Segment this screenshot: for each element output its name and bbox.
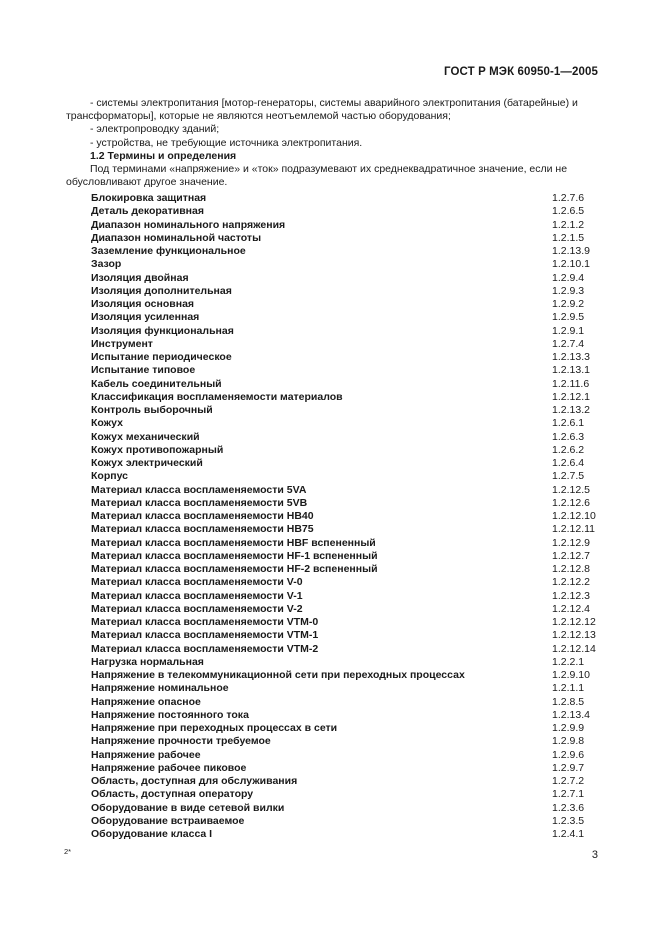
- section-heading: 1.2 Термины и определения: [90, 149, 237, 162]
- term-reference: 1.2.4.1: [552, 828, 585, 840]
- term-name: Материал класса воспламеняемости 5VA: [91, 483, 307, 496]
- term-row: [91, 802, 600, 815]
- term-row: [91, 298, 600, 311]
- term-reference: 1.2.13.4: [552, 708, 590, 721]
- term-reference: 1.2.9.8: [552, 735, 585, 748]
- term-name: Материал класса воспламеняемости HF-2 вспененный: [91, 563, 378, 575]
- term-row: [91, 497, 600, 510]
- term-name: Диапазон номинальной частоты: [91, 231, 262, 244]
- term-row: [91, 192, 600, 205]
- term-row: [91, 378, 600, 391]
- page-number: 3: [591, 849, 598, 861]
- term-row: [91, 709, 600, 722]
- term-reference: 1.2.9.5: [552, 311, 585, 324]
- term-name: Материал класса воспламеняемости VTM-2: [91, 642, 319, 655]
- term-name: Кожух механический: [91, 430, 200, 443]
- term-row: [91, 205, 600, 218]
- intro-line-3: - электропроводку зданий;: [90, 123, 220, 136]
- term-reference: 1.2.6.3: [552, 430, 585, 443]
- term-name: Материал класса воспламеняемости V-1: [91, 589, 303, 602]
- term-row: [91, 219, 600, 232]
- term-name: Напряжение номинальное: [91, 682, 229, 695]
- term-row: [91, 696, 600, 709]
- term-reference: 1.2.7.5: [552, 470, 585, 483]
- intro-text: [66, 97, 600, 189]
- intro-line-7: обусловливают другое значение.: [66, 176, 228, 189]
- sheet-mark: 2*: [64, 847, 72, 856]
- term-reference: 1.2.9.3: [552, 284, 585, 297]
- term-row: [91, 616, 600, 629]
- term-reference: 1.2.12.5: [552, 483, 590, 496]
- term-name: Блокировка защитная: [91, 192, 207, 204]
- term-row: [91, 563, 600, 576]
- term-reference: 1.2.7.1: [552, 788, 585, 801]
- term-reference: 1.2.11.6: [552, 377, 590, 390]
- term-name: Заземление функциональное: [91, 245, 246, 257]
- term-reference: 1.2.12.3: [552, 589, 590, 602]
- term-name: Напряжение при переходных процессах в сети: [91, 722, 338, 734]
- term-reference: 1.2.12.7: [552, 549, 590, 562]
- term-row: [91, 643, 600, 656]
- term-name: Напряжение в телекоммуникационной сети при переходных процессах: [91, 669, 465, 681]
- term-reference: 1.2.9.4: [552, 271, 585, 284]
- term-reference: 1.2.9.6: [552, 748, 585, 761]
- term-name: Контроль выборочный: [91, 404, 213, 416]
- term-name: Оборудование в виде сетевой вилки: [91, 801, 285, 814]
- term-row: [91, 722, 600, 735]
- term-name: Зазор: [91, 258, 122, 271]
- term-reference: 1.2.9.1: [552, 324, 585, 337]
- term-name: Материал класса воспламеняемости HB40: [91, 510, 314, 522]
- term-row: [91, 232, 600, 245]
- term-row: [91, 510, 600, 523]
- term-row: [91, 656, 600, 669]
- term-name: Диапазон номинального напряжения: [91, 218, 286, 231]
- term-reference: 1.2.12.14: [552, 642, 596, 655]
- term-name: Кабель соединительный: [91, 377, 222, 390]
- term-reference: 1.2.6.1: [552, 417, 585, 430]
- term-reference: 1.2.13.3: [552, 351, 590, 363]
- term-name: Оборудование встраиваемое: [91, 814, 245, 827]
- term-row: [91, 815, 600, 828]
- term-reference: 1.2.10.1: [552, 258, 590, 271]
- term-name: Испытание периодическое: [91, 351, 232, 363]
- term-row: [91, 417, 600, 430]
- term-row: [91, 762, 600, 775]
- term-row: [91, 444, 600, 457]
- term-reference: 1.2.1.5: [552, 231, 585, 244]
- term-name: Материал класса воспламеняемости 5VB: [91, 496, 308, 509]
- term-reference: 1.2.6.5: [552, 205, 585, 218]
- term-name: Изоляция двойная: [91, 271, 189, 284]
- term-row: [91, 735, 600, 748]
- term-row: [91, 788, 600, 801]
- term-name: Напряжение рабочее: [91, 748, 201, 761]
- intro-line-2: трансформаторы], которые не являются неотъемлемой частью оборудования;: [66, 110, 451, 123]
- term-name: Напряжение постоянного тока: [91, 708, 249, 721]
- term-reference: 1.2.6.4: [552, 457, 585, 469]
- term-row: [91, 245, 600, 258]
- term-reference: 1.2.12.10: [552, 510, 596, 522]
- term-name: Корпус: [91, 470, 128, 483]
- term-name: Материал класса воспламеняемости HB75: [91, 523, 314, 536]
- term-name: Классификация воспламеняемости материалов: [91, 390, 343, 403]
- term-row: [91, 603, 600, 616]
- term-reference: 1.2.9.9: [552, 722, 585, 734]
- term-name: Кожух электрический: [91, 457, 203, 469]
- term-name: Кожух противопожарный: [91, 443, 224, 456]
- term-reference: 1.2.7.4: [552, 337, 585, 350]
- term-name: Изоляция дополнительная: [91, 284, 232, 297]
- term-reference: 1.2.1.1: [552, 682, 585, 695]
- term-row: [91, 523, 600, 536]
- term-row: [91, 338, 600, 351]
- term-reference: 1.2.12.9: [552, 536, 590, 549]
- term-row: [91, 550, 600, 563]
- term-name: Оборудование класса I: [91, 828, 213, 840]
- term-reference: 1.2.13.9: [552, 245, 590, 257]
- term-name: Испытание типовое: [91, 364, 196, 377]
- intro-line-4: - устройства, не требующие источника электропитания.: [90, 136, 363, 149]
- term-name: Деталь декоративная: [91, 205, 204, 218]
- term-reference: 1.2.12.1: [552, 390, 590, 403]
- term-row: [91, 629, 600, 642]
- term-name: Материал класса воспламеняемости VTM-0: [91, 616, 319, 628]
- term-reference: 1.2.3.5: [552, 814, 585, 827]
- term-reference: 1.2.12.13: [552, 629, 596, 642]
- term-name: Напряжение опасное: [91, 695, 201, 708]
- term-reference: 1.2.12.11: [552, 523, 596, 536]
- term-row: [91, 590, 600, 603]
- term-name: Материал класса воспламеняемости VTM-1: [91, 629, 319, 642]
- terms-index: [91, 192, 600, 841]
- term-row: [91, 285, 600, 298]
- term-name: Напряжение прочности требуемое: [91, 735, 271, 748]
- term-name: Нагрузка нормальная: [91, 655, 204, 668]
- intro-line-1: - системы электропитания [мотор-генераторы, системы аварийного электропитания (батарейные) и: [90, 97, 578, 109]
- term-reference: 1.2.9.2: [552, 298, 585, 310]
- term-reference: 1.2.9.10: [552, 669, 590, 681]
- term-reference: 1.2.7.6: [552, 192, 585, 204]
- term-row: [91, 484, 600, 497]
- term-reference: 1.2.13.1: [552, 364, 590, 377]
- term-reference: 1.2.6.2: [552, 443, 585, 456]
- term-reference: 1.2.9.7: [552, 761, 585, 774]
- term-row: [91, 391, 600, 404]
- term-name: Изоляция функциональная: [91, 324, 234, 337]
- term-name: Напряжение рабочее пиковое: [91, 761, 247, 774]
- intro-line-6: Под терминами «напряжение» и «ток» подразумевают их среднеквадратичное значение, если не: [90, 163, 568, 176]
- term-row: [91, 775, 600, 788]
- term-reference: 1.2.3.6: [552, 801, 585, 814]
- term-row: [91, 364, 600, 377]
- term-row: [91, 828, 600, 841]
- term-reference: 1.2.1.2: [552, 218, 585, 231]
- term-reference: 1.2.12.8: [552, 563, 590, 575]
- term-reference: 1.2.13.2: [552, 404, 590, 416]
- term-reference: 1.2.12.6: [552, 496, 590, 509]
- term-reference: 1.2.2.1: [552, 655, 585, 668]
- term-reference: 1.2.7.2: [552, 775, 585, 787]
- term-row: [91, 576, 600, 589]
- term-row: [91, 669, 600, 682]
- term-row: [91, 311, 600, 324]
- term-name: Материал класса воспламеняемости HF-1 вспененный: [91, 549, 378, 562]
- standard-designation: ГОСТ Р МЭК 60950-1—2005: [444, 66, 598, 78]
- term-row: [91, 537, 600, 550]
- term-name: Материал класса воспламеняемости V-0: [91, 576, 303, 589]
- term-name: Область, доступная оператору: [91, 788, 254, 801]
- term-name: Кожух: [91, 417, 123, 430]
- term-reference: 1.2.12.2: [552, 576, 590, 589]
- term-row: [91, 404, 600, 417]
- term-row: [91, 431, 600, 444]
- term-row: [91, 325, 600, 338]
- term-name: Изоляция основная: [91, 298, 195, 310]
- term-name: Материал класса воспламеняемости V-2: [91, 602, 303, 615]
- term-reference: 1.2.12.4: [552, 602, 590, 615]
- term-row: [91, 272, 600, 285]
- term-row: [91, 457, 600, 470]
- term-row: [91, 749, 600, 762]
- term-name: Изоляция усиленная: [91, 311, 200, 324]
- term-name: Область, доступная для обслуживания: [91, 775, 298, 787]
- term-reference: 1.2.8.5: [552, 695, 585, 708]
- term-row: [91, 682, 600, 695]
- term-row: [91, 470, 600, 483]
- term-name: Материал класса воспламеняемости HBF вспененный: [91, 536, 376, 549]
- term-row: [91, 258, 600, 271]
- term-reference: 1.2.12.12: [552, 616, 596, 628]
- term-name: Инструмент: [91, 337, 153, 350]
- term-row: [91, 351, 600, 364]
